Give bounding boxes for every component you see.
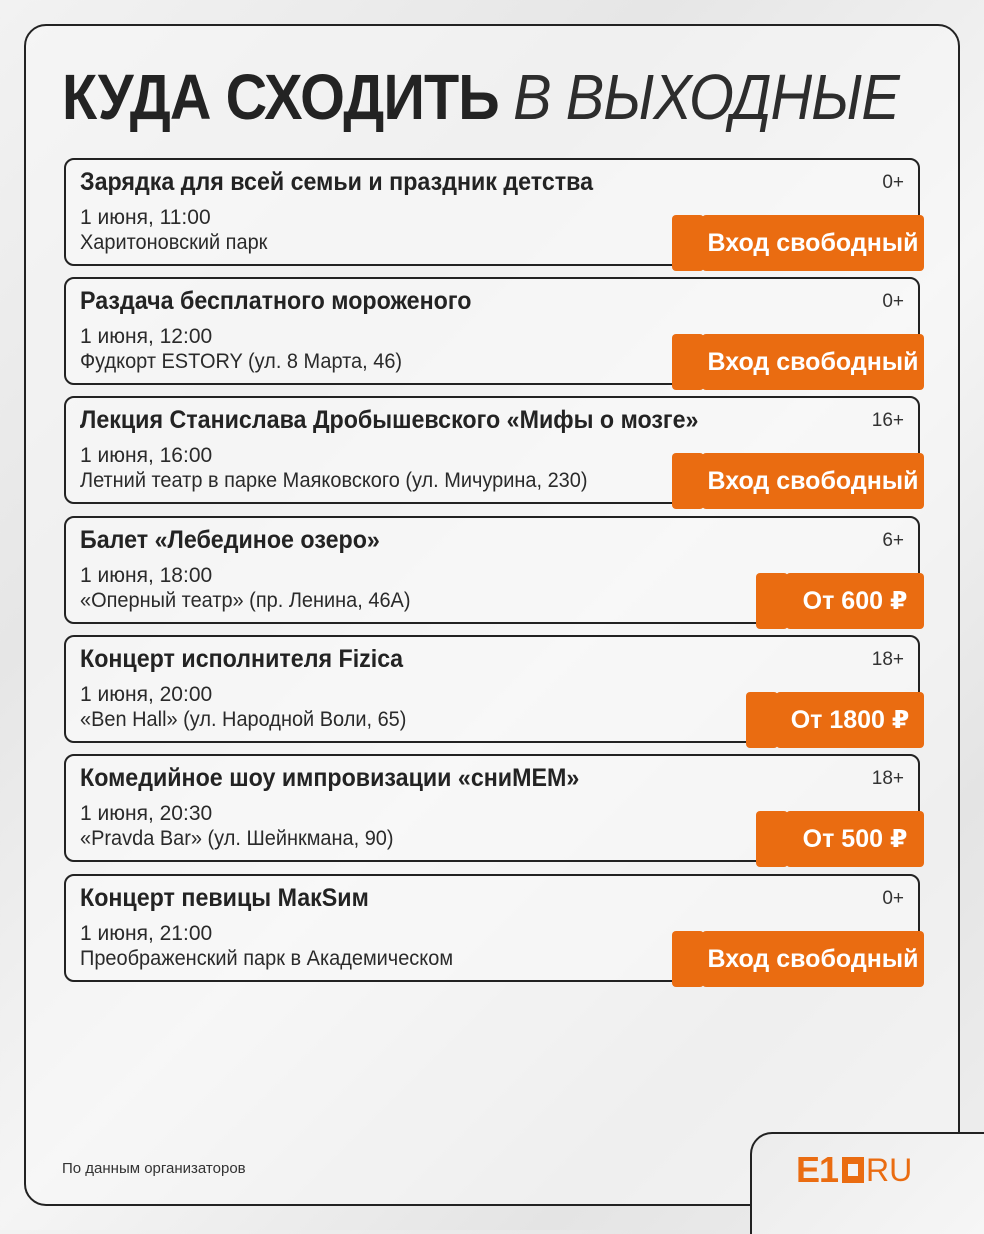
event-name: Лекция Станислава Дробышевского «Мифы о мозге» bbox=[80, 406, 699, 434]
age-rating: 0+ bbox=[882, 291, 904, 312]
event-card bbox=[64, 277, 920, 385]
event-place: «Pravda Bar» (ул. Шейнкмана, 90) bbox=[80, 827, 394, 850]
price-tab bbox=[672, 215, 704, 271]
event-place: Фудкорт ESTORY (ул. 8 Марта, 46) bbox=[80, 350, 403, 373]
age-rating: 18+ bbox=[871, 768, 904, 789]
price-tab bbox=[746, 692, 778, 748]
event-place: «Оперный театр» (пр. Ленина, 46А) bbox=[80, 589, 411, 612]
age-rating: 18+ bbox=[871, 649, 904, 670]
event-card bbox=[64, 635, 920, 743]
price-button[interactable]: Вход свободный bbox=[702, 334, 924, 390]
logo-square-icon bbox=[842, 1157, 864, 1183]
event-date: 1 июня, 11:00 bbox=[80, 206, 211, 229]
event-place: Летний театр в парке Маяковского (ул. Мичурина, 230) bbox=[80, 469, 588, 492]
event-card bbox=[64, 396, 920, 504]
event-card bbox=[64, 874, 920, 982]
price-button[interactable]: От 1800 ₽ bbox=[776, 692, 924, 748]
event-name: Концерт певицы МакSим bbox=[80, 884, 369, 912]
price-button[interactable]: От 500 ₽ bbox=[786, 811, 924, 867]
price-button[interactable]: Вход свободный bbox=[702, 215, 924, 271]
event-card bbox=[64, 754, 920, 862]
event-name: Комедийное шоу импровизации «сниМЕМ» bbox=[80, 764, 580, 792]
price-button[interactable]: Вход свободный bbox=[702, 453, 924, 509]
event-name: Раздача бесплатного мороженого bbox=[80, 287, 472, 315]
event-place: Харитоновский парк bbox=[80, 231, 268, 254]
page-title bbox=[62, 54, 899, 144]
age-rating: 6+ bbox=[882, 530, 904, 551]
title-italic: В ВЫХОДНЫЕ bbox=[513, 61, 899, 133]
event-date: 1 июня, 16:00 bbox=[80, 444, 213, 467]
source-note: По данным организаторов bbox=[62, 1160, 246, 1177]
price-button[interactable]: От 600 ₽ bbox=[786, 573, 924, 629]
event-card bbox=[64, 516, 920, 624]
price-button[interactable]: Вход свободный bbox=[702, 931, 924, 987]
event-name: Зарядка для всей семьи и праздник детства bbox=[80, 168, 594, 196]
event-card bbox=[64, 158, 920, 266]
price-tab bbox=[672, 453, 704, 509]
event-date: 1 июня, 18:00 bbox=[80, 564, 213, 587]
event-name: Балет «Лебединое озеро» bbox=[80, 526, 380, 554]
price-tab bbox=[756, 573, 788, 629]
event-date: 1 июня, 21:00 bbox=[80, 922, 213, 945]
age-rating: 16+ bbox=[871, 410, 904, 431]
logo-e1-text: E1 bbox=[796, 1149, 839, 1190]
age-rating: 0+ bbox=[882, 172, 904, 193]
event-name: Концерт исполнителя Fizica bbox=[80, 645, 404, 673]
event-date: 1 июня, 20:30 bbox=[80, 802, 213, 825]
age-rating: 0+ bbox=[882, 888, 904, 909]
logo-ru-text: RU bbox=[866, 1151, 913, 1188]
event-date: 1 июня, 12:00 bbox=[80, 325, 213, 348]
event-place: «Ben Hall» (ул. Народной Воли, 65) bbox=[80, 708, 407, 731]
title-bold: КУДА СХОДИТЬ bbox=[62, 61, 499, 133]
price-tab bbox=[756, 811, 788, 867]
e1-logo[interactable] bbox=[796, 1150, 912, 1190]
price-tab bbox=[672, 334, 704, 390]
event-date: 1 июня, 20:00 bbox=[80, 683, 213, 706]
event-place: Преображенский парк в Академическом bbox=[80, 947, 454, 970]
price-tab bbox=[672, 931, 704, 987]
